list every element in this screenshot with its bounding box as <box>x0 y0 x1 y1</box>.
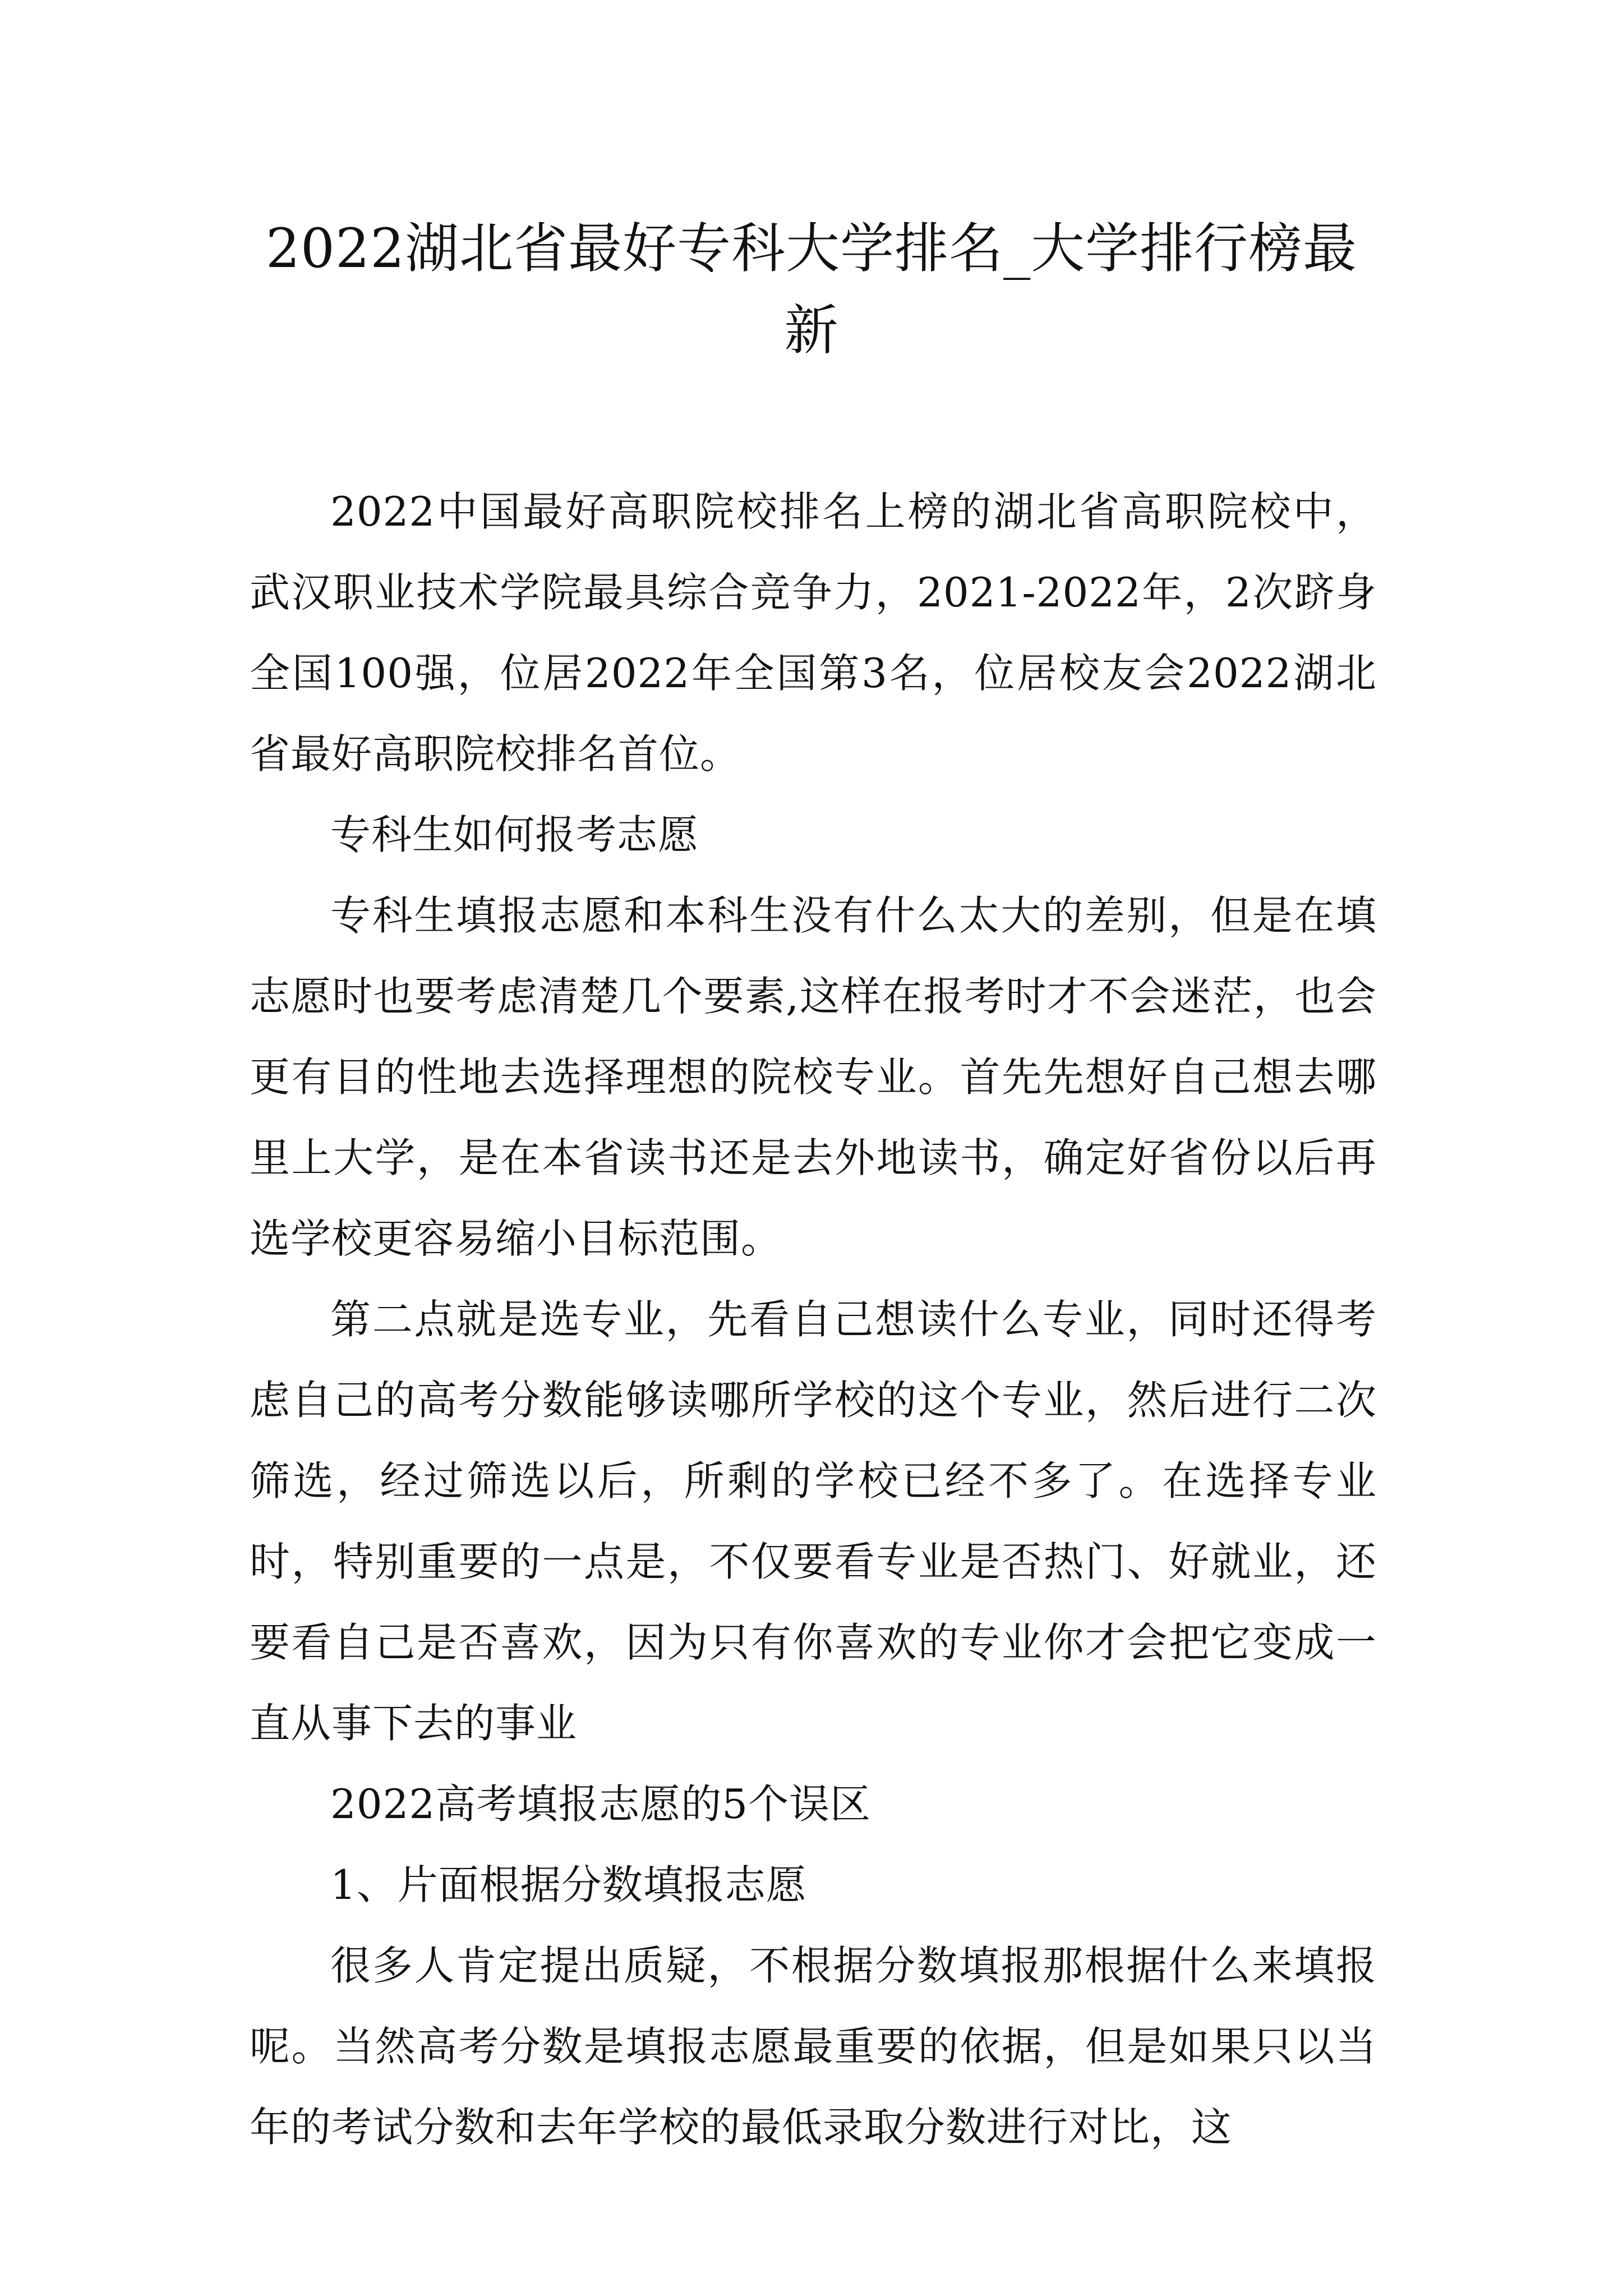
list-item-heading: 1、片面根据分数填报志愿 <box>330 1861 807 1908</box>
document-title: 2022湖北省最好专科大学排名_大学排行榜最新 <box>265 217 1358 362</box>
intro-paragraph: 2022中国最好高职院校排名上榜的湖北省高职院校中，武汉职业技术学院最具综合竞争力，2021-2022年，2次跻身全国100强，位居2022年全国第3名，位居校友会2022湖北省最好高职院校排名首位。 <box>250 488 1377 777</box>
body-paragraph: 第二点就是选专业，先看自己想读什么专业，同时还得考虑自己的高考分数能够读哪所学校的这个专业，然后进行二次筛选，经过筛选以后，所剩的学校已经不多了。在选择专业时，特别重要的一点是，不仅要看专业是否热门、好就业，还要看自己是否喜欢，因为只有你喜欢的专业你才会把它变成一直从事下去的事业 <box>250 1296 1377 1747</box>
section-heading-five-mistakes: 2022高考填报志愿的5个误区 <box>330 1780 872 1828</box>
section-heading-how-to-apply: 专科生如何报考志愿 <box>330 811 699 858</box>
document-body <box>250 471 1377 2168</box>
body-paragraph: 专科生填报志愿和本科生没有什么太大的差别，但是在填志愿时也要考虑清楚几个要素,这样在报考时才不会迷茫，也会更有目的性地去选择理想的院校专业。首先先想好自己想去哪里上大学，是在本省读书还是去外地读书，确定好省份以后再选学校更容易缩小目标范围。 <box>250 892 1377 1262</box>
body-paragraph: 很多人肯定提出质疑，不根据分数填报那根据什么来填报呢。当然高考分数是填报志愿最重要的依据，但是如果只以当年的考试分数和去年学校的最低录取分数进行对比，这 <box>250 1942 1377 2151</box>
